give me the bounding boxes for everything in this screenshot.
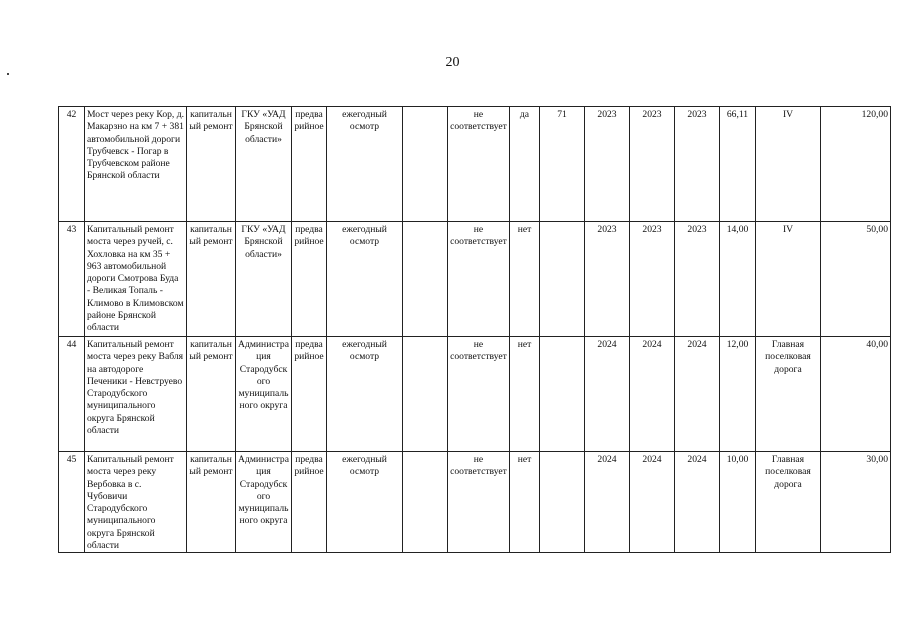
- object-name: Мост через реку Кор, д. Макарзно на км 7 + 381 автомобильной дороги Трубчевск - Погар в Трубчевском районе Брянской области: [85, 107, 187, 222]
- row-number: 43: [59, 222, 85, 337]
- year-cell: 2024: [675, 337, 720, 452]
- cost-cell: 120,00: [821, 107, 891, 222]
- year-cell: 2023: [630, 222, 675, 337]
- road-category: IV: [756, 107, 821, 222]
- object-name: Капитальный ремонт моста через реку Вербовка в с. Чубовичи Стародубского муниципального округа Брянской области: [85, 452, 187, 553]
- page-number: 20: [445, 55, 460, 70]
- owner: ГКУ «УАД Брянской области»: [236, 222, 292, 337]
- compliance-status: не соответствует: [448, 107, 510, 222]
- work-type: капитальный ремонт: [187, 452, 236, 553]
- length-cell: 10,00: [720, 452, 756, 553]
- inspection-type: ежегодный осмотр: [327, 107, 403, 222]
- condition-stage: предварийное: [292, 452, 327, 553]
- owner: Администрация Стародубского муниципального округа: [236, 337, 292, 452]
- table-row: [59, 337, 891, 452]
- table-row: [59, 107, 891, 222]
- cost-cell: 40,00: [821, 337, 891, 452]
- bridge-repair-table: [58, 106, 891, 553]
- inspection-type: ежегодный осмотр: [327, 452, 403, 553]
- table-row: [59, 222, 891, 337]
- road-category: Главная поселковая дорога: [756, 452, 821, 553]
- year-cell: 2024: [675, 452, 720, 553]
- empty-cell: [403, 452, 448, 553]
- length-cell: 66,11: [720, 107, 756, 222]
- work-type: капитальный ремонт: [187, 222, 236, 337]
- year-cell: 2023: [585, 222, 630, 337]
- inspection-type: ежегодный осмотр: [327, 222, 403, 337]
- flag-cell: нет: [510, 452, 540, 553]
- length-cell: 14,00: [720, 222, 756, 337]
- year-cell: 2023: [675, 107, 720, 222]
- value-cell: [540, 452, 585, 553]
- year-cell: 2024: [630, 337, 675, 452]
- length-cell: 12,00: [720, 337, 756, 452]
- row-number: 44: [59, 337, 85, 452]
- year-cell: 2023: [675, 222, 720, 337]
- flag-cell: нет: [510, 337, 540, 452]
- year-cell: 2024: [585, 452, 630, 553]
- year-cell: 2024: [585, 337, 630, 452]
- flag-cell: да: [510, 107, 540, 222]
- year-cell: 2023: [585, 107, 630, 222]
- empty-cell: [403, 107, 448, 222]
- condition-stage: предварийное: [292, 107, 327, 222]
- work-type: капитальный ремонт: [187, 107, 236, 222]
- value-cell: [540, 337, 585, 452]
- row-number: 45: [59, 452, 85, 553]
- value-cell: 71: [540, 107, 585, 222]
- table-row: [59, 452, 891, 553]
- year-cell: 2023: [630, 107, 675, 222]
- empty-cell: [403, 222, 448, 337]
- flag-cell: нет: [510, 222, 540, 337]
- compliance-status: не соответствует: [448, 222, 510, 337]
- object-name: Капитальный ремонт моста через реку Вабля на автодороге Печеники - Невструево Стародубского муниципального округа Брянской области: [85, 337, 187, 452]
- owner: Администрация Стародубского муниципального округа: [236, 452, 292, 553]
- value-cell: [540, 222, 585, 337]
- object-name: Капитальный ремонт моста через ручей, с. Хохловка на км 35 + 963 автомобильной дороги Смотрова Буда - Великая Топаль - Климово в Климовском районе Брянской области: [85, 222, 187, 337]
- cost-cell: 30,00: [821, 452, 891, 553]
- compliance-status: не соответствует: [448, 337, 510, 452]
- road-category: Главная поселковая дорога: [756, 337, 821, 452]
- road-category: IV: [756, 222, 821, 337]
- inspection-type: ежегодный осмотр: [327, 337, 403, 452]
- compliance-status: не соответствует: [448, 452, 510, 553]
- row-number: 42: [59, 107, 85, 222]
- year-cell: 2024: [630, 452, 675, 553]
- scan-speck: [7, 73, 9, 75]
- empty-cell: [403, 337, 448, 452]
- condition-stage: предварийное: [292, 222, 327, 337]
- work-type: капитальный ремонт: [187, 337, 236, 452]
- owner: ГКУ «УАД Брянской области»: [236, 107, 292, 222]
- condition-stage: предварийное: [292, 337, 327, 452]
- cost-cell: 50,00: [821, 222, 891, 337]
